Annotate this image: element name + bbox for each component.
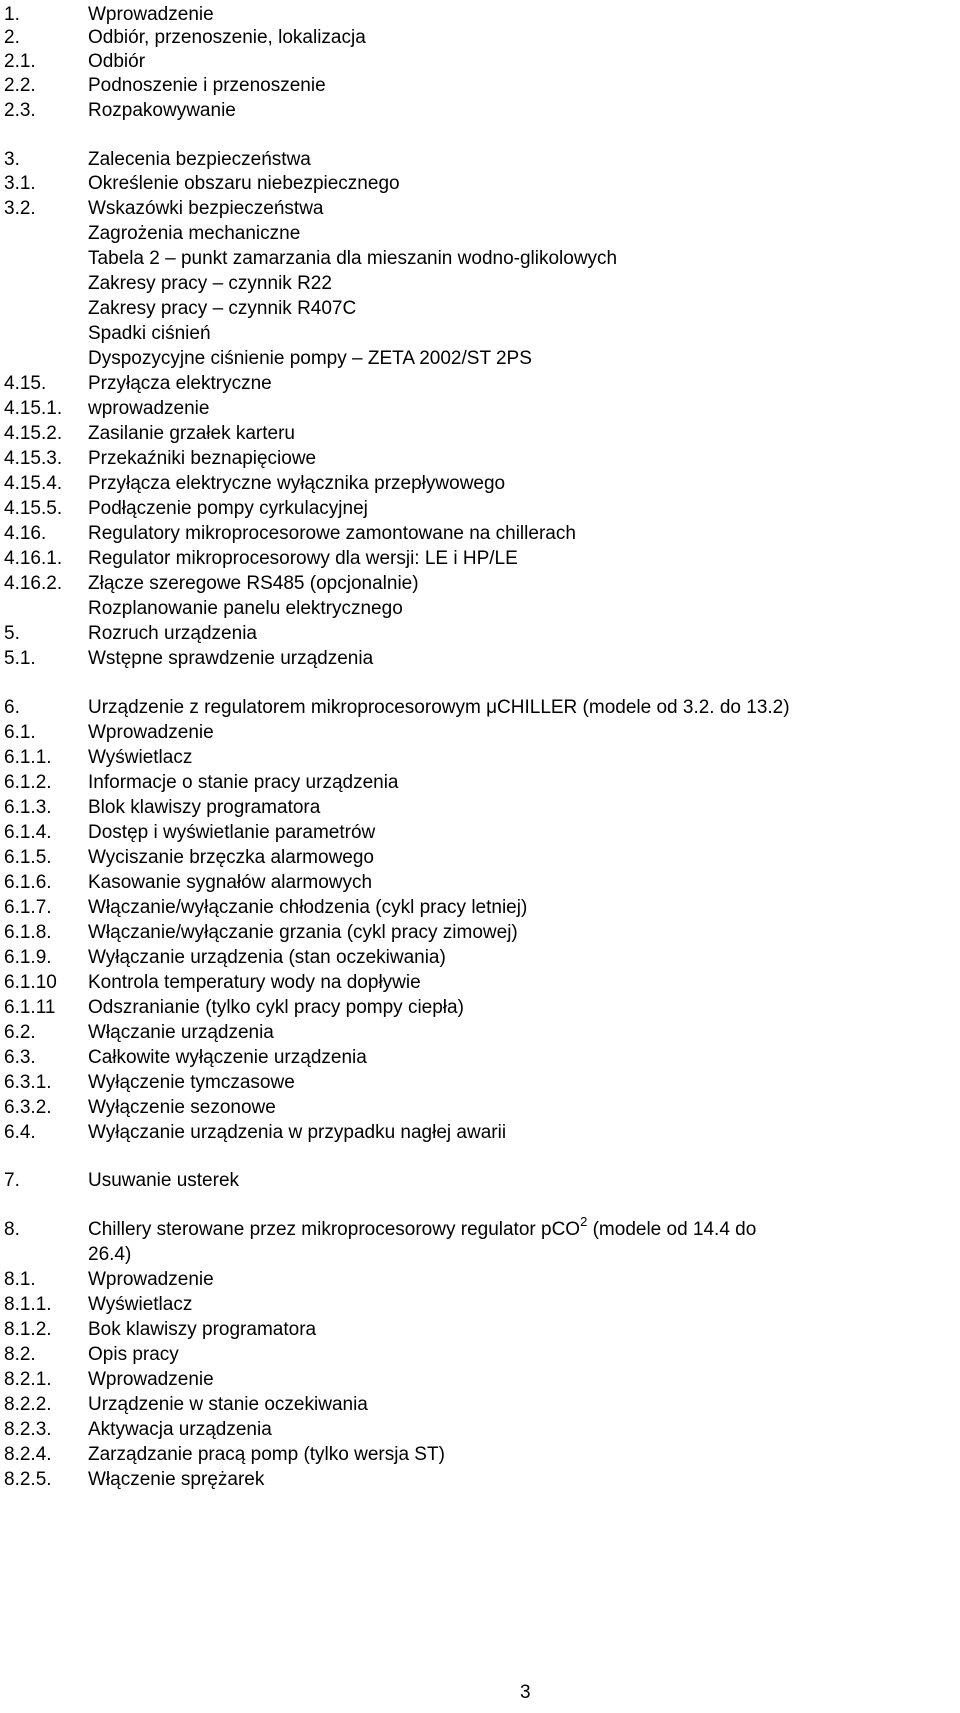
toc-entry-number: 4.15. (4, 373, 47, 394)
toc-entry-title (88, 770, 399, 796)
toc-entry-number: 8.2.5. (4, 1469, 52, 1490)
toc-entry-title (88, 1442, 445, 1468)
toc-entry-title (88, 546, 518, 572)
toc-entry-title (88, 446, 316, 472)
toc-entry-title-text: Zarządzanie pracą pomp (tylko wersja ST) (88, 1444, 445, 1465)
toc-entry-title-text: Całkowite wyłączenie urządzenia (88, 1047, 367, 1068)
toc-entry-title (88, 870, 372, 896)
toc-entry-number: 6.1.7. (4, 897, 52, 918)
toc-entry-title-text: Wyłączenie sezonowe (88, 1097, 276, 1118)
toc-entry-title-text: Urządzenie w stanie oczekiwania (88, 1394, 368, 1415)
toc-entry-title-text: Odszranianie (tylko cykl pracy pompy ciepła) (88, 997, 464, 1018)
toc-entry-title-text: Informacje o stanie pracy urządzenia (88, 772, 399, 793)
toc-entry-title-text: Wstępne sprawdzenie urządzenia (88, 648, 374, 669)
toc-entry-title-text: Rozplanowanie panelu elektrycznego (88, 598, 403, 619)
toc-entry-number: 6.1.6. (4, 872, 52, 893)
toc-entry-title-text: Określenie obszaru niebezpiecznego (88, 173, 400, 194)
toc-entry-number: 6.1.1. (4, 747, 52, 768)
toc-entry-title-text: Chillery sterowane przez mikroprocesorowy regulator pCO (88, 1219, 581, 1240)
toc-entry-title (88, 296, 356, 322)
toc-entry-title (88, 1168, 239, 1194)
toc-entry-title (88, 1070, 295, 1096)
toc-entry-number: 4.16. (4, 523, 47, 544)
toc-entry-title (88, 147, 311, 173)
toc-entry-number: 6. (4, 697, 20, 718)
toc-entry-number: 8.2.1. (4, 1369, 52, 1390)
toc-entry-title-text: Tabela 2 – punkt zamarzania dla mieszanin wodno-glikolowych (88, 248, 618, 269)
toc-entry-title (88, 695, 790, 721)
toc-entry-number: 4.15.4. (4, 473, 63, 494)
page-number: 3 (520, 1682, 531, 1703)
toc-entry-number: 8.1.2. (4, 1319, 52, 1340)
toc-entry-number: 8.1. (4, 1269, 36, 1290)
toc-entry-number: 8.2.2. (4, 1394, 52, 1415)
toc-entry-number: 6.1.3. (4, 797, 52, 818)
toc-entry-title-text: Włączanie urządzenia (88, 1022, 274, 1043)
toc-entry-title-text: Spadki ciśnień (88, 323, 211, 344)
toc-entry-title (88, 995, 464, 1021)
toc-entry-title (88, 73, 326, 99)
toc-entry-number: 8.1.1. (4, 1294, 52, 1315)
toc-entry-title (88, 396, 209, 422)
toc-entry-number: 8.2. (4, 1344, 36, 1365)
toc-entry-title (88, 98, 236, 124)
toc-entry-title-text: Blok klawiszy programatora (88, 797, 321, 818)
toc-entry-number: 6.3.1. (4, 1072, 52, 1093)
toc-entry-title-text: Rozpakowywanie (88, 100, 236, 121)
toc-entry-title-text: 26.4) (88, 1244, 132, 1265)
toc-entry-title (88, 321, 211, 347)
toc-entry-number: 2.1. (4, 51, 36, 72)
toc-entry-title (88, 1292, 192, 1318)
toc-entry-title (88, 1367, 214, 1393)
toc-entry-title (88, 1392, 368, 1418)
toc-entry-title (88, 49, 145, 75)
toc-entry-number: 5.1. (4, 648, 36, 669)
toc-entry-number: 2.3. (4, 100, 36, 121)
toc-entry-number: 6.1.8. (4, 922, 52, 943)
toc-entry-title-text: Dyspozycyjne ciśnienie pompy – ZETA 2002/ST 2PS (88, 348, 532, 369)
toc-entry-title (88, 720, 214, 746)
toc-entry-number: 7. (4, 1170, 20, 1191)
toc-entry-number: 2.2. (4, 75, 36, 96)
toc-entry-title (88, 521, 576, 547)
toc-entry-title-text: Usuwanie usterek (88, 1170, 240, 1191)
toc-entry-title-text: Bok klawiszy programatora (88, 1319, 317, 1340)
toc-entry-number: 3. (4, 149, 20, 170)
toc-entry-title (88, 496, 368, 522)
toc-entry-number: 8.2.4. (4, 1444, 52, 1465)
toc-entry-title-text: Urządzenie z regulatorem mikroprocesorowym μCHILLER (modele od 3.2. do 13.2) (88, 697, 790, 718)
toc-entry-number: 6.2. (4, 1022, 36, 1043)
toc-entry-title-text: Przyłącza elektryczne wyłącznika przepływowego (88, 473, 506, 494)
toc-entry-number: 4.15.1. (4, 398, 63, 419)
toc-entry-title-text: Włączanie/wyłączanie chłodzenia (cykl pracy letniej) (88, 897, 528, 918)
toc-entry-title (88, 920, 518, 946)
toc-entry-number: 3.1. (4, 173, 36, 194)
toc-entry-title-text: Wyłączanie urządzenia (stan oczekiwania) (88, 947, 446, 968)
toc-entry-title (88, 820, 375, 846)
toc-entry-number: 1. (4, 4, 20, 25)
toc-entry-title (88, 471, 505, 497)
toc-entry-number: 6.1.9. (4, 947, 52, 968)
toc-entry-title (88, 646, 373, 672)
toc-entry-number: 6.3.2. (4, 1097, 52, 1118)
toc-entry-title-text: Wprowadzenie (88, 4, 214, 25)
toc-entry-title (88, 1417, 272, 1443)
toc-entry-title (88, 1317, 316, 1343)
toc-entry-title-text: Wyświetlacz (88, 1294, 193, 1315)
toc-entry-title-text: Kontrola temperatury wody na dopływie (88, 972, 421, 993)
toc-entry-title-text: Wprowadzenie (88, 1369, 214, 1390)
toc-entry-title-text: Opis pracy (88, 1344, 179, 1365)
toc-entry-title-text: Złącze szeregowe RS485 (opcjonalnie) (88, 573, 419, 594)
toc-entry-title (88, 621, 257, 647)
toc-entry-number: 3.2. (4, 198, 36, 219)
toc-entry-title (88, 196, 323, 222)
toc-entry-title-text: Podnoszenie i przenoszenie (88, 75, 326, 96)
toc-entry-title-text: Kasowanie sygnałów alarmowych (88, 872, 373, 893)
toc-entry-title-text: Odbiór (88, 51, 146, 72)
toc-entry-title-text: Wyciszanie brzęczka alarmowego (88, 847, 374, 868)
toc-entry-title-text: Regulatory mikroprocesorowe zamontowane na chillerach (88, 523, 576, 544)
toc-entry-title (88, 970, 421, 996)
toc-entry-title-text: Wyświetlacz (88, 747, 193, 768)
toc-entry-title (88, 845, 374, 871)
toc-entry-title-text: Zakresy pracy – czynnik R407C (88, 298, 357, 319)
toc-entry-number: 4.16.2. (4, 573, 63, 594)
toc-entry-title (88, 1342, 179, 1368)
toc-entry-title-text: Wprowadzenie (88, 1269, 214, 1290)
toc-entry-number: 8.2.3. (4, 1419, 52, 1440)
toc-entry-title (88, 1213, 757, 1243)
toc-entry-title (88, 745, 192, 771)
toc-entry-title (88, 346, 532, 372)
toc-entry-title (88, 25, 366, 51)
toc-entry-title (88, 571, 419, 597)
toc-entry-superscript: 2 (580, 1213, 588, 1229)
toc-entry-title (88, 371, 272, 397)
toc-entry-title (88, 596, 403, 622)
toc-entry-title-text: Rozruch urządzenia (88, 623, 257, 644)
toc-entry-title-text: Wskazówki bezpieczeństwa (88, 198, 324, 219)
toc-entry-title-text: Zakresy pracy – czynnik R22 (88, 273, 332, 294)
toc-entry-title-text: Zasilanie grzałek karteru (88, 423, 295, 444)
toc-entry-title-text: Włączanie/wyłączanie grzania (cykl pracy zimowej) (88, 922, 518, 943)
toc-entry-title (88, 246, 617, 272)
toc-entry-number: 4.15.3. (4, 448, 63, 469)
toc-entry-title (88, 421, 295, 447)
toc-entry-title (88, 1120, 506, 1146)
toc-entry-number: 6.1.11 (4, 997, 56, 1018)
toc-entry-number: 6.1.2. (4, 772, 52, 793)
toc-entry-title (88, 221, 300, 247)
toc-entry-number: 2. (4, 27, 20, 48)
toc-entry-title (88, 1267, 214, 1293)
toc-entry-number: 6.1.5. (4, 847, 52, 868)
toc-entry-title-text: Przekaźniki beznapięciowe (88, 448, 317, 469)
toc-entry-title-text: Włączenie sprężarek (88, 1469, 265, 1490)
toc-entry-title (88, 1242, 131, 1268)
toc-entry-number: 4.15.2. (4, 423, 63, 444)
toc-entry-title-suffix: (modele od 14.4 do (587, 1219, 757, 1240)
toc-entry-title-text: wprowadzenie (88, 398, 210, 419)
toc-entry-title (88, 271, 332, 297)
toc-entry-title-text: Wprowadzenie (88, 722, 214, 743)
toc-entry-title-text: Zagrożenia mechaniczne (88, 223, 301, 244)
toc-entry-number: 6.4. (4, 1122, 36, 1143)
toc-entry-number: 6.3. (4, 1047, 36, 1068)
toc-entry-number: 5. (4, 623, 20, 644)
toc-entry-title-text: Dostęp i wyświetlanie parametrów (88, 822, 376, 843)
toc-entry-title (88, 1045, 367, 1071)
toc-entry-title (88, 1467, 264, 1493)
toc-entry-title-text: Odbiór, przenoszenie, lokalizacja (88, 27, 366, 48)
toc-entry-number: 4.16.1. (4, 548, 63, 569)
toc-entry-number: 6.1. (4, 722, 36, 743)
toc-entry-number: 6.1.4. (4, 822, 52, 843)
toc-entry-title (88, 171, 400, 197)
toc-entry-title (88, 1020, 274, 1046)
toc-entry-title (88, 895, 527, 921)
toc-entry-title-text: Wyłączenie tymczasowe (88, 1072, 295, 1093)
toc-entry-title-text: Aktywacja urządzenia (88, 1419, 272, 1440)
toc-entry-title (88, 945, 446, 971)
toc-entry-title (88, 795, 320, 821)
toc-entry-title-text: Przyłącza elektryczne (88, 373, 272, 394)
toc-entry-number: 6.1.10 (4, 972, 57, 993)
toc-entry-title-text: Zalecenia bezpieczeństwa (88, 149, 311, 170)
toc-entry-title (88, 1095, 276, 1121)
toc-entry-title-text: Wyłączanie urządzenia w przypadku nagłej awarii (88, 1122, 507, 1143)
toc-entry-number: 4.15.5. (4, 498, 63, 519)
toc-entry-number: 8. (4, 1219, 20, 1240)
toc-entry-title-text: Podłączenie pompy cyrkulacyjnej (88, 498, 368, 519)
toc-entry-title-text: Regulator mikroprocesorowy dla wersji: LE i HP/LE (88, 548, 518, 569)
